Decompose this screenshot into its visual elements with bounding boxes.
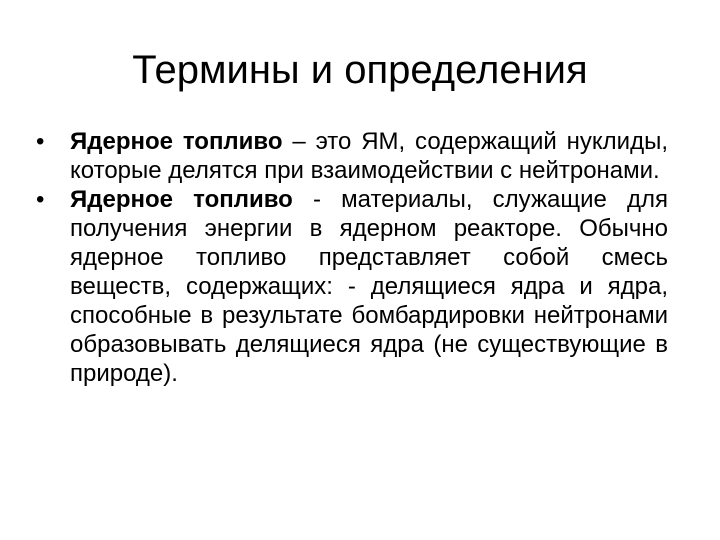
bullet-list [36, 127, 668, 388]
bullet-marker: • [36, 128, 45, 155]
bullet-marker: • [36, 186, 45, 213]
bullet-text: - материалы, служащие для получения энергии в ядерном реакторе. Обычно ядерное топливо представляет собой смесь веществ, содержащих: - делящиеся ядра и ядра, способные в результате бомбардировки нейтронами образовывать делящиеся ядра (не существующие в природе). [70, 186, 669, 387]
bullet-text: – это ЯМ, содержащий нуклиды, которые делятся при взаимодействии с нейтронами. [70, 128, 669, 184]
bullet-term: Ядерное топливо [70, 186, 293, 213]
bullet-item-2 [36, 185, 668, 388]
bullet-item-1 [36, 127, 668, 185]
slide-title: Термины и определения [132, 48, 588, 92]
bullet-term: Ядерное топливо [70, 128, 283, 155]
